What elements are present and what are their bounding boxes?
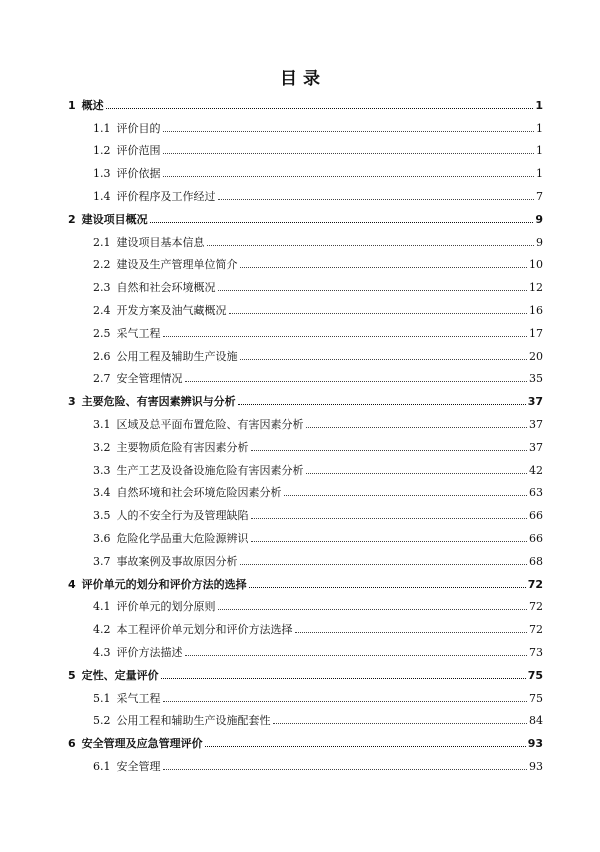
toc-entry-number: 6	[68, 737, 76, 751]
toc-dot-leader	[163, 153, 535, 154]
toc-entry-label: 评价单元的划分原则	[116, 600, 216, 614]
toc-entry-label: 评价范围	[116, 144, 161, 158]
toc-section-entry[interactable]	[68, 705, 543, 728]
toc-dot-leader	[218, 199, 535, 200]
toc-entry-label: 评价程序及工作经过	[116, 189, 216, 203]
toc-entry-number: 1	[68, 98, 76, 112]
toc-entry-page: 35	[529, 372, 543, 386]
toc-dot-leader	[218, 609, 528, 610]
toc-entry-page: 75	[527, 668, 543, 682]
table-of-contents	[68, 89, 543, 773]
toc-entry-page: 73	[529, 645, 543, 659]
toc-dot-leader	[161, 678, 526, 679]
toc-entry-number: 3.2	[93, 440, 111, 454]
toc-entry-page: 68	[529, 554, 543, 568]
toc-dot-leader	[284, 495, 528, 496]
toc-entry-page: 84	[529, 714, 543, 728]
toc-entry-number: 2.5	[93, 326, 111, 340]
toc-entry-label: 建设项目基本信息	[116, 235, 205, 249]
toc-chapter-entry[interactable]	[68, 727, 543, 750]
toc-entry-number: 2.3	[93, 281, 111, 295]
toc-entry-number: 4.1	[93, 600, 111, 614]
toc-entry-page: 10	[529, 258, 543, 272]
toc-chapter-entry[interactable]	[68, 659, 543, 682]
toc-entry-number: 3.7	[93, 554, 111, 568]
toc-dot-leader	[251, 541, 528, 542]
toc-entry-label: 开发方案及油气藏概况	[116, 303, 227, 317]
toc-entry-label: 建设项目概况	[81, 212, 148, 226]
toc-entry-label: 定性、定量评价	[81, 668, 159, 682]
toc-chapter-entry[interactable]	[68, 385, 543, 408]
toc-entry-number: 2	[68, 212, 76, 226]
toc-entry-number: 4.3	[93, 645, 111, 659]
toc-entry-page: 72	[529, 600, 543, 614]
toc-entry-label: 评价目的	[116, 121, 161, 135]
toc-section-entry[interactable]	[68, 477, 543, 500]
toc-entry-page: 66	[529, 509, 543, 523]
toc-entry-page: 17	[529, 326, 543, 340]
toc-entry-page: 1	[536, 121, 543, 135]
toc-dot-leader	[251, 518, 528, 519]
toc-entry-page: 72	[527, 577, 543, 591]
toc-dot-leader	[150, 222, 534, 223]
toc-entry-label: 主要物质危险有害因素分析	[116, 440, 249, 454]
toc-dot-leader	[240, 359, 528, 360]
toc-section-entry[interactable]	[68, 545, 543, 568]
toc-section-entry[interactable]	[68, 431, 543, 454]
toc-dot-leader	[240, 267, 528, 268]
toc-entry-label: 事故案例及事故原因分析	[116, 554, 238, 568]
toc-entry-label: 危险化学品重大危险源辨识	[116, 531, 249, 545]
toc-entry-number: 1.2	[93, 144, 111, 158]
toc-section-entry[interactable]	[68, 271, 543, 294]
toc-dot-leader	[163, 769, 528, 770]
toc-entry-number: 3.6	[93, 531, 111, 545]
toc-entry-number: 4.2	[93, 623, 111, 637]
toc-chapter-entry[interactable]	[68, 89, 543, 112]
toc-section-entry[interactable]	[68, 636, 543, 659]
toc-dot-leader	[249, 587, 526, 588]
toc-entry-label: 生产工艺及设备设施危险有害因素分析	[116, 463, 304, 477]
toc-dot-leader	[306, 427, 528, 428]
toc-entry-number: 3	[68, 395, 76, 409]
toc-entry-number: 1.3	[93, 167, 111, 181]
toc-entry-page: 72	[529, 623, 543, 637]
toc-entry-label: 建设及生产管理单位简介	[116, 258, 238, 272]
toc-chapter-entry[interactable]	[68, 203, 543, 226]
toc-entry-label: 公用工程和辅助生产设施配套性	[116, 714, 271, 728]
toc-entry-page: 1	[535, 98, 543, 112]
toc-section-entry[interactable]	[68, 112, 543, 135]
toc-entry-label: 主要危险、有害因素辨识与分析	[81, 395, 236, 409]
toc-entry-label: 安全管理情况	[116, 372, 183, 386]
toc-entry-label: 评价单元的划分和评价方法的选择	[81, 577, 247, 591]
toc-entry-number: 3.1	[93, 417, 111, 431]
toc-section-entry[interactable]	[68, 750, 543, 773]
toc-entry-label: 人的不安全行为及管理缺陷	[116, 509, 249, 523]
toc-entry-label: 自然环境和社会环境危险因素分析	[116, 486, 282, 500]
toc-dot-leader	[205, 746, 526, 747]
toc-entry-number: 3.5	[93, 509, 111, 523]
toc-section-entry[interactable]	[68, 180, 543, 203]
toc-section-entry[interactable]	[68, 499, 543, 522]
toc-section-entry[interactable]	[68, 682, 543, 705]
toc-section-entry[interactable]	[68, 454, 543, 477]
toc-entry-number: 1.4	[93, 189, 111, 203]
toc-dot-leader	[229, 313, 528, 314]
toc-dot-leader	[251, 450, 528, 451]
toc-entry-number: 1.1	[93, 121, 111, 135]
toc-section-entry[interactable]	[68, 363, 543, 386]
toc-entry-number: 5.1	[93, 691, 111, 705]
toc-section-entry[interactable]	[68, 157, 543, 180]
toc-section-entry[interactable]	[68, 249, 543, 272]
toc-dot-leader	[207, 245, 535, 246]
toc-entry-label: 安全管理及应急管理评价	[81, 737, 203, 751]
toc-dot-leader	[295, 632, 528, 633]
toc-entry-page: 20	[529, 349, 543, 363]
toc-section-entry[interactable]	[68, 613, 543, 636]
toc-section-entry[interactable]	[68, 522, 543, 545]
toc-entry-page: 7	[536, 189, 543, 203]
toc-entry-page: 75	[529, 691, 543, 705]
toc-section-entry[interactable]	[68, 340, 543, 363]
toc-entry-page: 93	[529, 759, 543, 773]
toc-section-entry[interactable]	[68, 135, 543, 158]
toc-entry-page: 37	[527, 395, 543, 409]
toc-dot-leader	[163, 131, 535, 132]
toc-dot-leader	[238, 404, 526, 405]
toc-entry-page: 37	[529, 440, 543, 454]
toc-dot-leader	[185, 655, 528, 656]
toc-entry-number: 6.1	[93, 759, 111, 773]
toc-entry-page: 12	[529, 281, 543, 295]
toc-entry-number: 3.4	[93, 486, 111, 500]
toc-entry-page: 1	[536, 144, 543, 158]
toc-dot-leader	[185, 381, 528, 382]
toc-entry-number: 2.7	[93, 372, 111, 386]
toc-entry-page: 66	[529, 531, 543, 545]
toc-section-entry[interactable]	[68, 591, 543, 614]
toc-entry-page: 9	[536, 235, 543, 249]
toc-entry-page: 93	[527, 737, 543, 751]
toc-entry-page: 1	[536, 167, 543, 181]
toc-entry-number: 2.1	[93, 235, 111, 249]
toc-dot-leader	[306, 473, 528, 474]
toc-entry-label: 本工程评价单元划分和评价方法选择	[116, 623, 293, 637]
toc-dot-leader	[273, 723, 528, 724]
toc-entry-label: 采气工程	[116, 326, 161, 340]
toc-entry-number: 5.2	[93, 714, 111, 728]
toc-entry-label: 评价方法描述	[116, 645, 183, 659]
toc-entry-label: 评价依据	[116, 167, 161, 181]
toc-entry-number: 5	[68, 668, 76, 682]
toc-section-entry[interactable]	[68, 226, 543, 249]
toc-section-entry[interactable]	[68, 294, 543, 317]
toc-dot-leader	[163, 176, 535, 177]
toc-entry-page: 63	[529, 486, 543, 500]
toc-dot-leader	[163, 701, 528, 702]
toc-entry-page: 9	[535, 212, 543, 226]
toc-entry-label: 安全管理	[116, 759, 161, 773]
toc-entry-page: 42	[529, 463, 543, 477]
toc-section-entry[interactable]	[68, 317, 543, 340]
toc-chapter-entry[interactable]	[68, 568, 543, 591]
toc-section-entry[interactable]	[68, 408, 543, 431]
toc-entry-number: 2.2	[93, 258, 111, 272]
toc-dot-leader	[106, 108, 534, 109]
toc-entry-label: 区域及总平面布置危险、有害因素分析	[116, 417, 304, 431]
toc-dot-leader	[163, 336, 528, 337]
toc-entry-label: 概述	[81, 98, 104, 112]
toc-dot-leader	[218, 290, 528, 291]
toc-entry-number: 2.4	[93, 303, 111, 317]
toc-entry-number: 3.3	[93, 463, 111, 477]
toc-entry-number: 4	[68, 577, 76, 591]
toc-entry-page: 37	[529, 417, 543, 431]
toc-entry-label: 公用工程及辅助生产设施	[116, 349, 238, 363]
toc-entry-label: 自然和社会环境概况	[116, 281, 216, 295]
toc-entry-page: 16	[529, 303, 543, 317]
page-title: 目 录	[280, 69, 320, 89]
toc-entry-label: 采气工程	[116, 691, 161, 705]
toc-entry-number: 2.6	[93, 349, 111, 363]
toc-dot-leader	[240, 564, 528, 565]
